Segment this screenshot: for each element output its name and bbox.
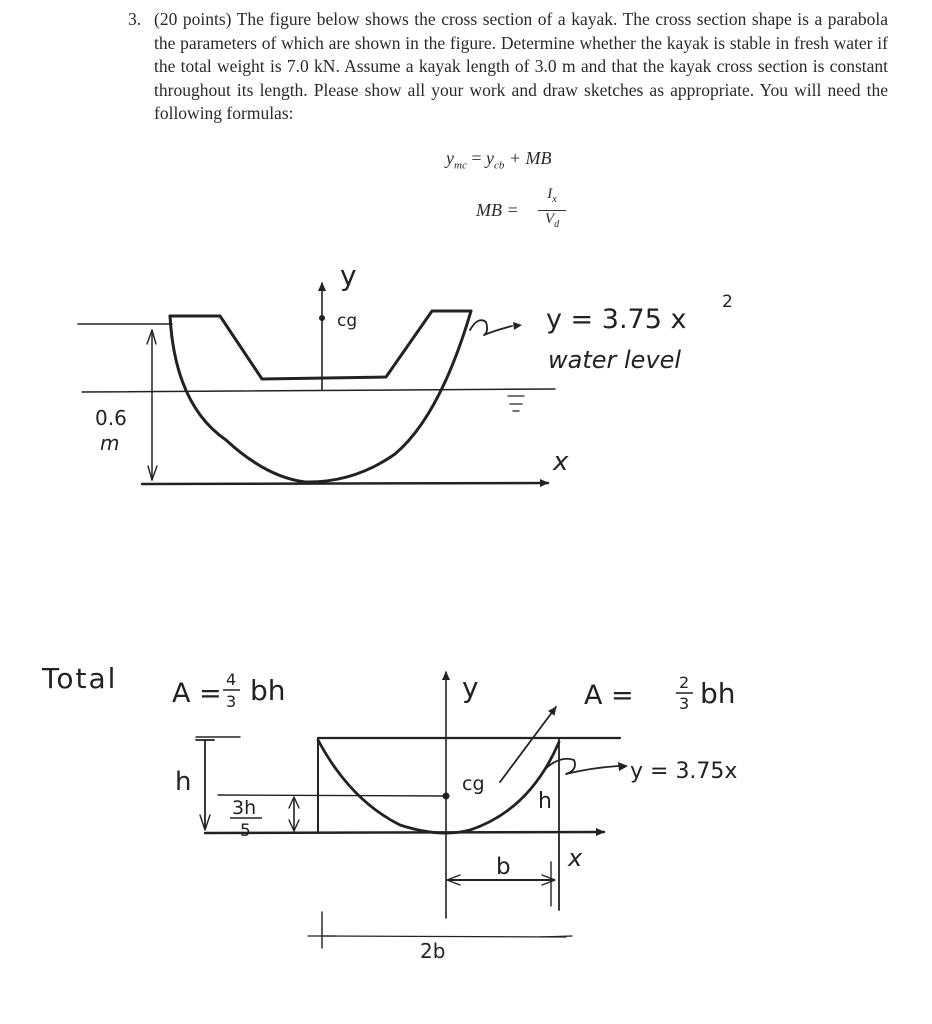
- h-left-label: h: [175, 767, 192, 797]
- b-label: b: [496, 854, 511, 880]
- area-pointer: [500, 707, 556, 782]
- area-bh: bh: [700, 677, 736, 710]
- x-axis-2: [205, 832, 604, 833]
- cg-level-line: [218, 795, 446, 796]
- figure-1: [78, 283, 555, 484]
- total-frac-num: 4: [226, 670, 237, 689]
- area-frac-num: 2: [679, 673, 690, 692]
- 2b-dimension: [322, 936, 566, 937]
- curve-pointer-2: [544, 759, 618, 774]
- x-axis: [142, 483, 548, 484]
- curve-pointer: [470, 320, 512, 335]
- fig2-cg-label: cg: [462, 773, 485, 795]
- area-formula: A =: [584, 680, 634, 711]
- fig1-y-label: y: [340, 259, 357, 292]
- problem-text: (20 points) The figure below shows the cross section of a kayak. The cross section shape is a parabola the parameters of which are shown in the figure. Determine whether the kayak is stable in fresh water if the total weight is 7.0 kN. Assume a kayak length of 3.0 m and that the kayak cross section is constant throughout its length. Please show all your work and draw sketches as appropriate. You will need the following formulas:: [154, 9, 888, 123]
- figure-2: [196, 672, 628, 948]
- water-level-line: [82, 389, 555, 392]
- fig1-dim-unit: m: [100, 431, 120, 455]
- fig2-y-label: y: [462, 671, 479, 704]
- frac-5: 5: [240, 821, 251, 841]
- kayak-hull-parabola: [170, 311, 471, 482]
- 2b-label: 2b: [420, 939, 446, 963]
- mb-denominator: $V_d$: [544, 211, 560, 230]
- fig1-curve-exponent: 2: [722, 292, 733, 312]
- h-inner-label: h: [538, 789, 552, 814]
- parabola-2: [318, 740, 559, 833]
- fig1-curve-equation: y = 3.75 x: [546, 304, 687, 335]
- figure-2-labels: [41, 662, 737, 963]
- mb-numerator: $I_x$: [547, 186, 557, 205]
- total-frac-den: 3: [226, 692, 237, 711]
- formula-ymc: $y_{mc} = y_{cb}$ + MB: [446, 148, 552, 172]
- cg-point: [319, 315, 325, 321]
- area-frac-den: 3: [679, 694, 690, 713]
- fig2-curve-equation: y = 3.75x: [630, 759, 738, 784]
- fig1-dim-value: 0.6: [95, 406, 127, 430]
- fig1-cg-label: cg: [337, 311, 358, 331]
- problem-number: 3.: [128, 9, 142, 29]
- total-label: Total: [42, 662, 118, 695]
- fig1-water-level-label: water level: [548, 346, 682, 374]
- cg-point-2: [443, 793, 450, 800]
- total-bh: bh: [250, 674, 286, 707]
- total-formula: A =: [172, 678, 222, 709]
- figure-1-labels: [95, 259, 733, 477]
- fig1-x-label: x: [553, 447, 569, 477]
- fig2-x-label: x: [568, 844, 583, 872]
- frac-3h: 3h: [232, 797, 257, 819]
- kayak-deck-outline: [170, 311, 471, 379]
